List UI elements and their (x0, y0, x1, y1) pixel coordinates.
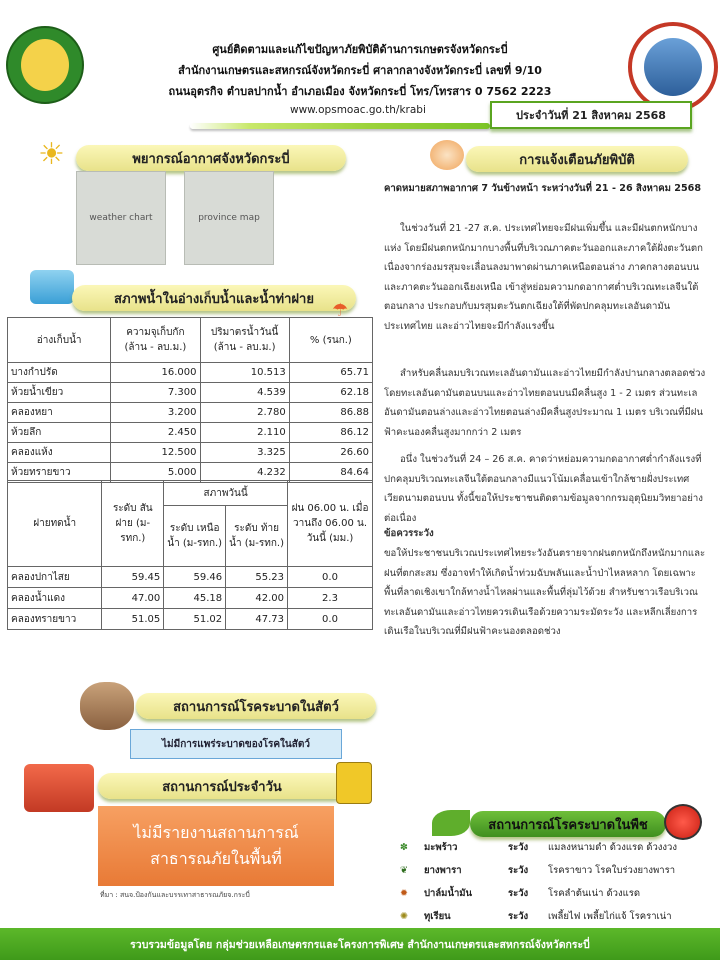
weir-col-crest: ระดับ สันฝาย (ม-รทก.) (102, 481, 164, 567)
weir-col-upstream: ระดับ เหนือน้ำ (ม-รทก.) (164, 506, 226, 567)
weir-cell: 42.00 (226, 588, 288, 609)
caution-text: ขอให้ประชาชนบริเวณประเทศไทยระวังอันตรายจากฝนตกหนักถึงหนักมากและฝนที่ตกสะสม ซึ่งอาจทำให้เกิดน้ำท่วมฉับพลันและน้ำป่าไหลหลาก โดยเฉพาะพื้นที่ลาดเชิงเขาใกล้ทางน้ำไหลผ่านและพื้นที่ลุ่มไว้ด้วย สำหรับชาวเรือบริเวณทะเลอันดามันและอ่าวไทยควรเดินเรือด้วยความระมัดระวัง และหลีกเลี่ยงการเดินเรือในบริเวณที่มีฝนฟ้าคะนองตลอดช่วง (384, 548, 706, 637)
weather-banner: พยากรณ์อากาศจังหวัดกระบี่ (76, 145, 346, 171)
reservoir-col-capacity: ความจุเก็บกัก (ล้าน - ลบ.ม.) (111, 318, 200, 363)
durian-icon: ✺ (400, 910, 408, 922)
plant-row (400, 836, 677, 858)
coconut-icon: ✽ (400, 841, 408, 853)
reservoir-cell: 3.325 (200, 443, 289, 463)
table-row (8, 403, 373, 423)
weather-icon: ☀ (38, 137, 65, 172)
reservoir-cell: 2.780 (200, 403, 289, 423)
table-row (8, 567, 373, 588)
weir-cell: 59.45 (102, 567, 164, 588)
daily-banner: สถานการณ์ประจำวัน (98, 773, 346, 799)
reservoir-cell: 62.18 (289, 383, 372, 403)
reservoir-cell: 26.60 (289, 443, 372, 463)
weir-col-rain: ฝน 06.00 น. เมื่อวานถึง 06.00 น. วันนี้ (มม.) (288, 481, 373, 567)
reservoir-cell: 84.64 (289, 463, 372, 483)
reservoir-col-name: อ่างเก็บน้ำ (8, 318, 111, 363)
plant-name: ยางพารา (424, 864, 462, 876)
reservoir-cell: 2.110 (200, 423, 289, 443)
header-divider (190, 123, 490, 129)
megaphone-icon (430, 140, 464, 170)
reservoir-cell: คลองหยา (8, 403, 111, 423)
plant-name: ทุเรียน (424, 910, 451, 922)
weir-cell: 59.46 (164, 567, 226, 588)
plant-detail: โรคลำต้นเน่า ด้วงแรด (548, 887, 641, 899)
reservoir-col-volume: ปริมาตรน้ำวันนี้ (ล้าน - ลบ.ม.) (200, 318, 289, 363)
rubber-icon: ❦ (400, 864, 408, 876)
animal-status-box: ไม่มีการแพร่ระบาดของโรคในสัตว์ (130, 729, 342, 759)
weir-cell: คลองน้ำแดง (8, 588, 102, 609)
weir-cell: 0.0 (288, 567, 373, 588)
plant-row (400, 882, 640, 904)
table-row (8, 363, 373, 383)
table-row (8, 423, 373, 443)
fire-truck-icon (24, 764, 94, 812)
weir-cell: 47.00 (102, 588, 164, 609)
weir-cell: 51.02 (164, 609, 226, 630)
weather-forecast-image: weather chart (76, 171, 166, 265)
weir-col-name: ฝายทดน้ำ (8, 481, 102, 567)
water-banner: สภาพน้ำในอ่างเก็บน้ำและน้ำท่าฝาย (72, 285, 356, 311)
reservoir-cell: 12.500 (111, 443, 200, 463)
weir-col-downstream: ระดับ ท้ายน้ำ (ม-รทก.) (226, 506, 288, 567)
plant-warn: ระวัง (508, 864, 529, 876)
plant-name: มะพร้าว (424, 841, 458, 853)
weir-cell: 45.18 (164, 588, 226, 609)
reservoir-cell: 7.300 (111, 383, 200, 403)
alert-paragraph-1: ในช่วงวันที่ 21 -27 ส.ค. ประเทศไทยจะมีฝนเพิ่มขึ้น และมีฝนตกหนักบางแห่ง โดยมีฝนตกหนักมากบางพื้นที่บริเวณภาคตะวันออกและภาคใต้ฝั่งตะวันตก เนื่องจากร่องมรสุมจะเลื่อนลงมาพาดผ่านภาคเหนือตอนล่าง ภาคกลางตอนบน และภาคตะวันออกเฉียงเหนือ เข้าสู่หย่อมความกดอากาศต่ำบริเวณทะเลจีนใต้ตอนกลาง ประกอบกับมรสุมตะวันตกเฉียงใต้ที่พัดปกคลุมทะเลอันดามัน ประเทศไทย และอ่าวไทยจะมีกำลังแรงขึ้น (384, 223, 703, 332)
weir-cell: 55.23 (226, 567, 288, 588)
website-link[interactable]: www.opsmoac.go.th/krabi (290, 104, 426, 116)
reservoir-cell: 3.200 (111, 403, 200, 423)
weir-cell: 51.05 (102, 609, 164, 630)
leaf-icon (432, 810, 470, 836)
weir-table (7, 480, 373, 630)
alert-banner: การแจ้งเตือนภัยพิบัติ (466, 146, 688, 172)
reservoir-cell: 65.71 (289, 363, 372, 383)
reservoir-header-row (8, 318, 373, 363)
table-row (8, 588, 373, 609)
plant-detail: เพลี้ยไฟ เพลี้ยไก่แจ้ โรคราเน่า (548, 910, 672, 922)
weir-cell: 47.73 (226, 609, 288, 630)
weir-cell: 2.3 (288, 588, 373, 609)
reservoir-cell: คลองแห้ง (8, 443, 111, 463)
table-row (8, 443, 373, 463)
reservoir-cell: 4.232 (200, 463, 289, 483)
plant-detail: แมลงหนามดำ ด้วงแรด ด้วงงวง (548, 841, 678, 853)
reservoir-cell: 2.450 (111, 423, 200, 443)
plant-detail: โรคราขาว โรคใบร่วงยางพารา (548, 864, 676, 876)
ladybug-icon (664, 804, 702, 840)
weir-cell: 0.0 (288, 609, 373, 630)
plant-row (400, 859, 675, 881)
daily-status-box: ไม่มีรายงานสถานการณ์สาธารณภัยในพื้นที่ (98, 806, 334, 886)
footer-bar (0, 928, 720, 960)
weir-cell: คลองปกาไสย (8, 567, 102, 588)
caution-title: ข้อควรระวัง (384, 528, 434, 539)
dam-icon (30, 270, 74, 304)
reservoir-cell: บางกำปรัด (8, 363, 111, 383)
reservoir-cell: ห้วยน้ำเขียว (8, 383, 111, 403)
alert-paragraph-2: สำหรับคลื่นลมบริเวณทะเลอันดามันและอ่าวไทยมีกำลังปานกลางตลอดช่วง โดยทะเลอันดามันตอนบนและอ่าวไทยตอนบนมีคลื่นสูง 1 - 2 เมตร ส่วนทะเลอันดามันตอนล่างและอ่าวไทยตอนล่างมีคลื่นสูงประมาณ 1 เมตร บริเวณที่มีฝนฟ้าคะนองคลื่นสูงมากกว่า 2 เมตร (384, 368, 706, 438)
reservoir-cell: 86.88 (289, 403, 372, 423)
table-row (8, 383, 373, 403)
ddpm-logo (336, 762, 372, 804)
plant-warn: ระวัง (508, 887, 529, 899)
weir-cell: คลองทรายขาว (8, 609, 102, 630)
header-line-1: ศูนย์ติดตามและแก้ไขปัญหาภัยพิบัติด้านการเกษตรจังหวัดกระบี่ (212, 43, 508, 56)
reservoir-table (7, 317, 373, 483)
date-box (490, 101, 692, 129)
daily-source: ที่มา : สนจ.ป้องกันและบรรเทาสาธารณภัยจ.กระบี่ (100, 891, 250, 899)
reservoir-cell: ห้วยทรายขาว (8, 463, 111, 483)
weir-header-row (8, 481, 373, 506)
footer-text: รวบรวมข้อมูลโดย กลุ่มช่วยเหลือเกษตรกรและโครงการพิเศษ สำนักงานเกษตรและสหกรณ์จังหวัดกระบี่ (130, 938, 590, 951)
date-text: ประจำวันที่ 21 สิงหาคม 2568 (516, 109, 666, 122)
alert-title: คาดหมายสภาพอากาศ 7 วันข้างหน้า ระหว่างวันที่ 21 - 26 สิงหาคม 2568 (384, 183, 701, 194)
plant-name: ปาล์มน้ำมัน (424, 887, 473, 899)
buffalo-icon (80, 682, 134, 730)
weather-map-image: province map (184, 171, 274, 265)
plant-warn: ระวัง (508, 841, 529, 853)
header-line-2: สำนักงานเกษตรและสหกรณ์จังหวัดกระบี่ ศาลากลางจังหวัดกระบี่ เลขที่ 9/10 (178, 64, 542, 77)
animal-banner: สถานการณ์โรคระบาดในสัตว์ (136, 693, 376, 719)
reservoir-cell: 5.000 (111, 463, 200, 483)
reservoir-col-percent: % (รนก.) (289, 318, 372, 363)
plant-row (400, 905, 672, 927)
header-line-3: ถนนอุตรกิจ ตำบลปากน้ำ อำเภอเมือง จังหวัดกระบี่ โทร/โทรสาร 0 7562 2223 (168, 85, 552, 98)
umbrella-icon: ☂ (332, 300, 349, 321)
plant-banner: สถานการณ์โรคระบาดในพืช (470, 811, 666, 837)
reservoir-cell: ห้วยลึก (8, 423, 111, 443)
reservoir-cell: 86.12 (289, 423, 372, 443)
weir-col-today: สภาพวันนี้ (164, 481, 288, 506)
reservoir-cell: 4.539 (200, 383, 289, 403)
oil-palm-icon: ✹ (400, 887, 408, 899)
alert-paragraph-3: อนึ่ง ในช่วงวันที่ 24 – 26 ส.ค. คาดว่าหย่อมความกดอากาศต่ำกำลังแรงที่ปกคลุมบริเวณทะเลจีนใต้ตอนกลางมีแนวโน้มเคลื่อนเข้าใกล้ชายฝั่งประเทศเวียดนามตอนบน ทั้งนี้ขอให้ประชาชนติดตามข้อมูลจากกรมอุตุนิยมวิทยาอย่างต่อเนื่อง (384, 454, 703, 524)
reservoir-cell: 10.513 (200, 363, 289, 383)
plant-warn: ระวัง (508, 910, 529, 922)
table-row (8, 609, 373, 630)
reservoir-cell: 16.000 (111, 363, 200, 383)
